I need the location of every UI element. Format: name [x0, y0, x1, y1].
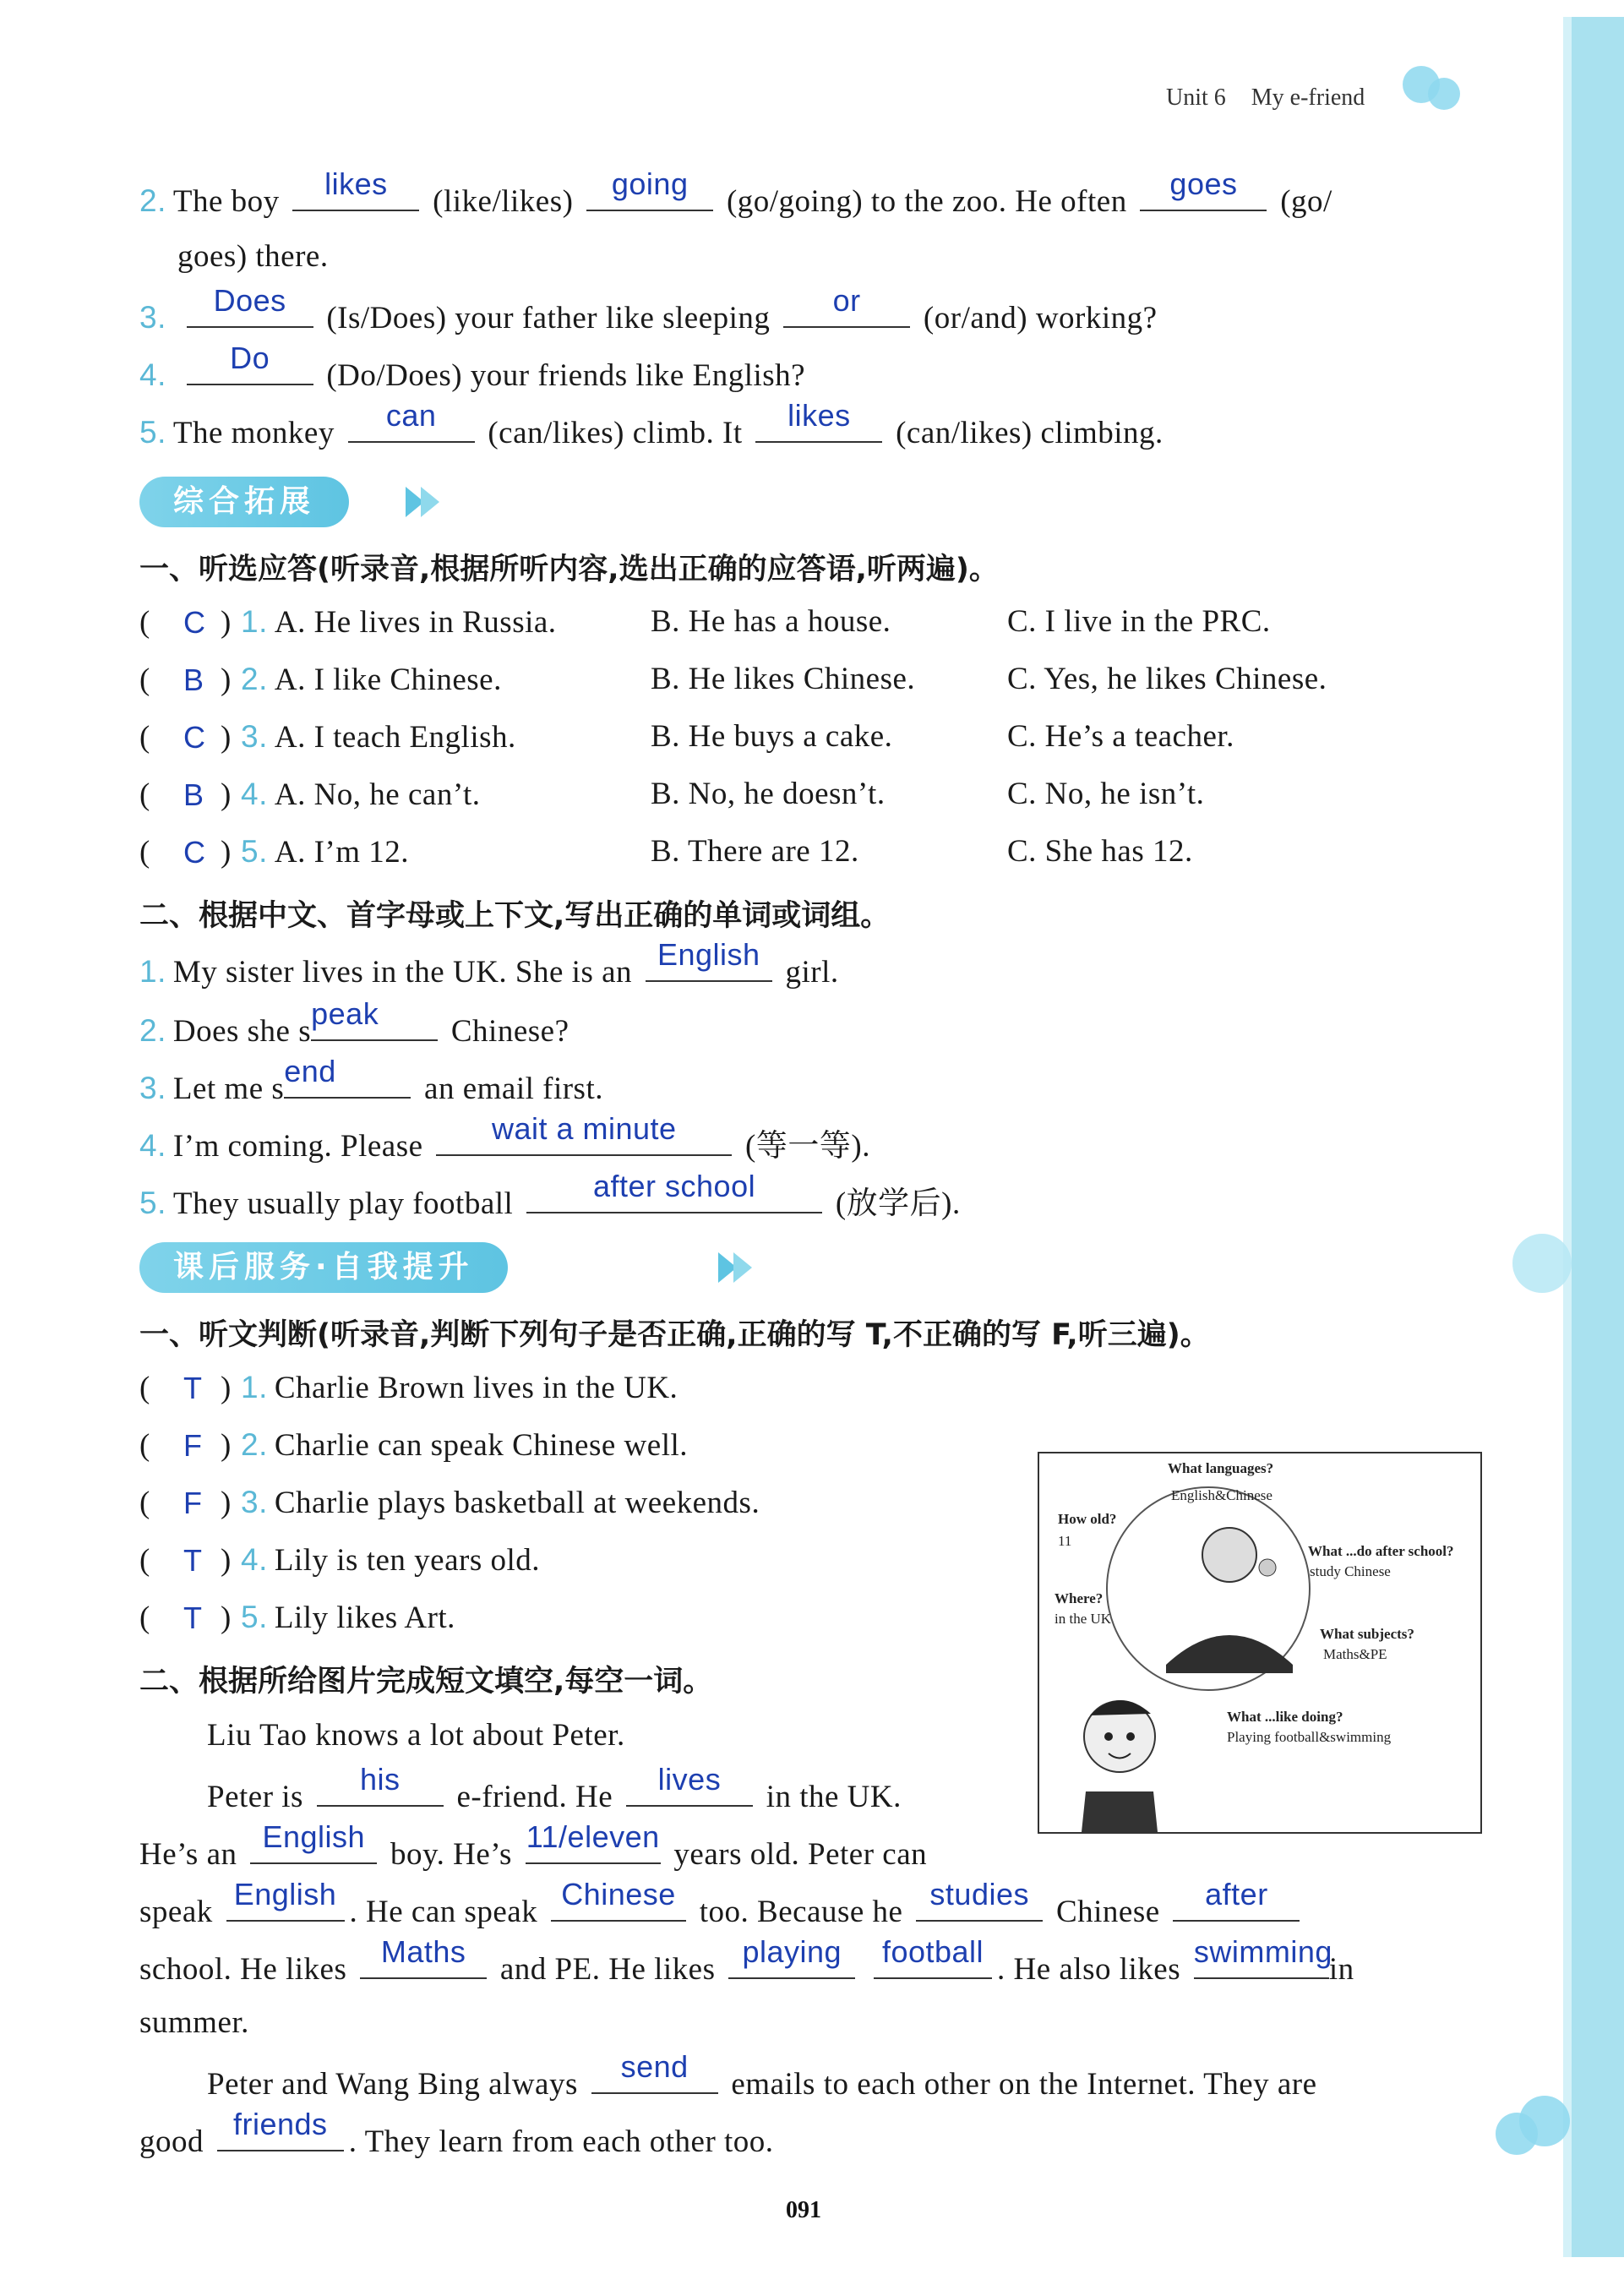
passage-line: good friends . They learn from each other too. — [139, 2107, 774, 2159]
answer-blank: send — [591, 2060, 718, 2094]
page-edge-light — [1563, 17, 1572, 2257]
answer-blank: 11/eleven — [526, 1830, 661, 1864]
answer-blank: likes — [292, 177, 419, 211]
answer-paren: ( B ) — [139, 663, 232, 697]
answer-blank: friends — [217, 2118, 344, 2151]
judge-item: ( F ) 3. Charlie plays basketball at weekends. — [139, 1482, 760, 1524]
balloon-icon — [1496, 2113, 1538, 2155]
answer-blank: English — [646, 948, 772, 982]
choice-option-b: B. No, he doesn’t. — [651, 777, 886, 811]
page-header — [1166, 85, 1365, 112]
choice-item: ( B ) 4. A. No, he can’t. — [139, 774, 481, 815]
page-number: 091 — [786, 2197, 821, 2223]
q-a3: 3. Does (Is/Does) your father like sleeping or (or/and) working? — [139, 283, 1158, 335]
girl-mascot-icon — [1512, 1234, 1572, 1293]
section-heading: 二、根据中文、首字母或上下文,写出正确的单词或词组。 — [139, 899, 891, 933]
choice-item: ( C ) 1. A. He lives in Russia. — [139, 602, 557, 643]
passage-line: Peter is his e-friend. He lives in the UK. — [207, 1762, 902, 1814]
passage-line: summer. — [139, 2005, 249, 2040]
choice-item: ( B ) 2. A. I like Chinese. — [139, 659, 502, 701]
section-heading: 一、听文判断(听录音,判断下列句子是否正确,正确的写 T,不正确的写 F,听三遍)。 — [139, 1318, 1210, 1352]
choice-option-c: C. I live in the PRC. — [1007, 604, 1271, 639]
answer-paren: ( F ) — [139, 1486, 232, 1520]
answer-blank: peak — [311, 1007, 438, 1041]
answer-blank: studies — [916, 1888, 1043, 1922]
answer-blank: can — [348, 409, 475, 443]
answer-blank: English — [250, 1830, 377, 1864]
section-banner: 综合拓展 — [139, 477, 349, 527]
q-b5: 5. They usually play football after school (放学后). — [139, 1169, 961, 1221]
answer-blank: end — [284, 1065, 411, 1099]
answer-blank: going — [586, 177, 713, 211]
passage-line: speak English . He can speak Chinese too. Because he studies Chinese after — [139, 1888, 1305, 1933]
answer-paren: ( T ) — [139, 1543, 232, 1578]
choice-option-c: C. He’s a teacher. — [1007, 719, 1234, 754]
judge-item: ( T ) 5. Lily likes Art. — [139, 1597, 455, 1639]
balloon-icon — [1428, 78, 1460, 110]
q-b4: 4. I’m coming. Please wait a minute (等一等). — [139, 1111, 870, 1164]
q-b1: 1. My sister lives in the UK. She is an English girl. — [139, 937, 839, 990]
answer-blank: Maths — [360, 1945, 487, 1979]
q-b2: 2. Does she s peak Chinese? — [139, 996, 569, 1049]
passage-line: school. He likes Maths and PE. He likes playing football . He also likes swimming in — [139, 1934, 1354, 1987]
choice-option-b: B. He likes Chinese. — [651, 662, 916, 696]
answer-paren: ( T ) — [139, 1601, 232, 1635]
answer-blank: football — [874, 1945, 992, 1979]
answer-paren: ( C ) — [139, 835, 232, 870]
choice-item: ( C ) 5. A. I’m 12. — [139, 832, 409, 873]
answer-blank: Do — [187, 352, 313, 385]
answer-blank: likes — [755, 409, 882, 443]
answer-blank: goes — [1140, 177, 1267, 211]
page-edge-strip — [1572, 17, 1624, 2257]
arrow-icon — [733, 1252, 752, 1283]
answer-paren: ( C ) — [139, 605, 232, 640]
peter-info-figure: What languages? English&Chinese How old? 11 What ...do after school? study Chinese Where? in the UK What subjects? Maths&PE What ...like doing? Playing football&swimming — [1038, 1452, 1482, 1834]
q-a2-cont: goes) there. — [177, 239, 329, 274]
answer-blank: after school — [526, 1180, 822, 1213]
choice-item: ( C ) 3. A. I teach English. — [139, 717, 516, 758]
unit-title: My e-friend — [1251, 85, 1365, 111]
q-a2: 2. The boy likes (like/likes) going (go/going) to the zoo. He often goes (go/ — [139, 166, 1332, 219]
answer-paren: ( F ) — [139, 1428, 232, 1463]
section-heading: 二、根据所给图片完成短文填空,每空一词。 — [139, 1665, 713, 1699]
arrow-icon — [421, 487, 439, 517]
judge-item: ( T ) 1. Charlie Brown lives in the UK. — [139, 1367, 678, 1409]
answer-blank: swimming — [1194, 1945, 1329, 1979]
judge-item: ( T ) 4. Lily is ten years old. — [139, 1540, 540, 1581]
answer-paren: ( B ) — [139, 777, 232, 812]
answer-paren: ( C ) — [139, 720, 232, 755]
answer-blank: playing — [728, 1945, 855, 1979]
answer-blank: or — [783, 294, 910, 328]
choice-option-c: C. She has 12. — [1007, 834, 1193, 869]
passage-line: He’s an English boy. He’s 11/eleven years old. Peter can — [139, 1819, 928, 1872]
answer-blank: English — [226, 1888, 345, 1922]
judge-item: ( F ) 2. Charlie can speak Chinese well. — [139, 1425, 688, 1466]
q-b3: 3. Let me s end an email first. — [139, 1054, 603, 1106]
choice-option-b: B. There are 12. — [651, 834, 859, 869]
answer-paren: ( T ) — [139, 1371, 232, 1405]
q-a5: 5. The monkey can (can/likes) climb. It likes (can/likes) climbing. — [139, 398, 1164, 450]
answer-blank: his — [317, 1773, 444, 1807]
answer-blank: wait a minute — [436, 1122, 732, 1156]
answer-blank: Chinese — [551, 1888, 686, 1922]
choice-option-c: C. No, he isn’t. — [1007, 777, 1205, 811]
passage-intro: Liu Tao knows a lot about Peter. — [207, 1718, 625, 1753]
section-heading: 一、听选应答(听录音,根据所听内容,选出正确的应答语,听两遍)。 — [139, 553, 999, 586]
answer-blank: lives — [626, 1773, 753, 1807]
passage-line: Peter and Wang Bing always send emails to each other on the Internet. They are — [207, 2049, 1317, 2102]
section-banner: 课后服务·自我提升 — [139, 1242, 508, 1293]
answer-blank: Does — [187, 294, 313, 328]
q-a4: 4. Do (Do/Does) your friends like English? — [139, 341, 806, 393]
choice-option-b: B. He buys a cake. — [651, 719, 893, 754]
answer-blank: after — [1173, 1888, 1300, 1922]
choice-option-b: B. He has a house. — [651, 604, 891, 639]
choice-option-c: C. Yes, he likes Chinese. — [1007, 662, 1327, 696]
unit-label: Unit 6 — [1166, 85, 1226, 111]
